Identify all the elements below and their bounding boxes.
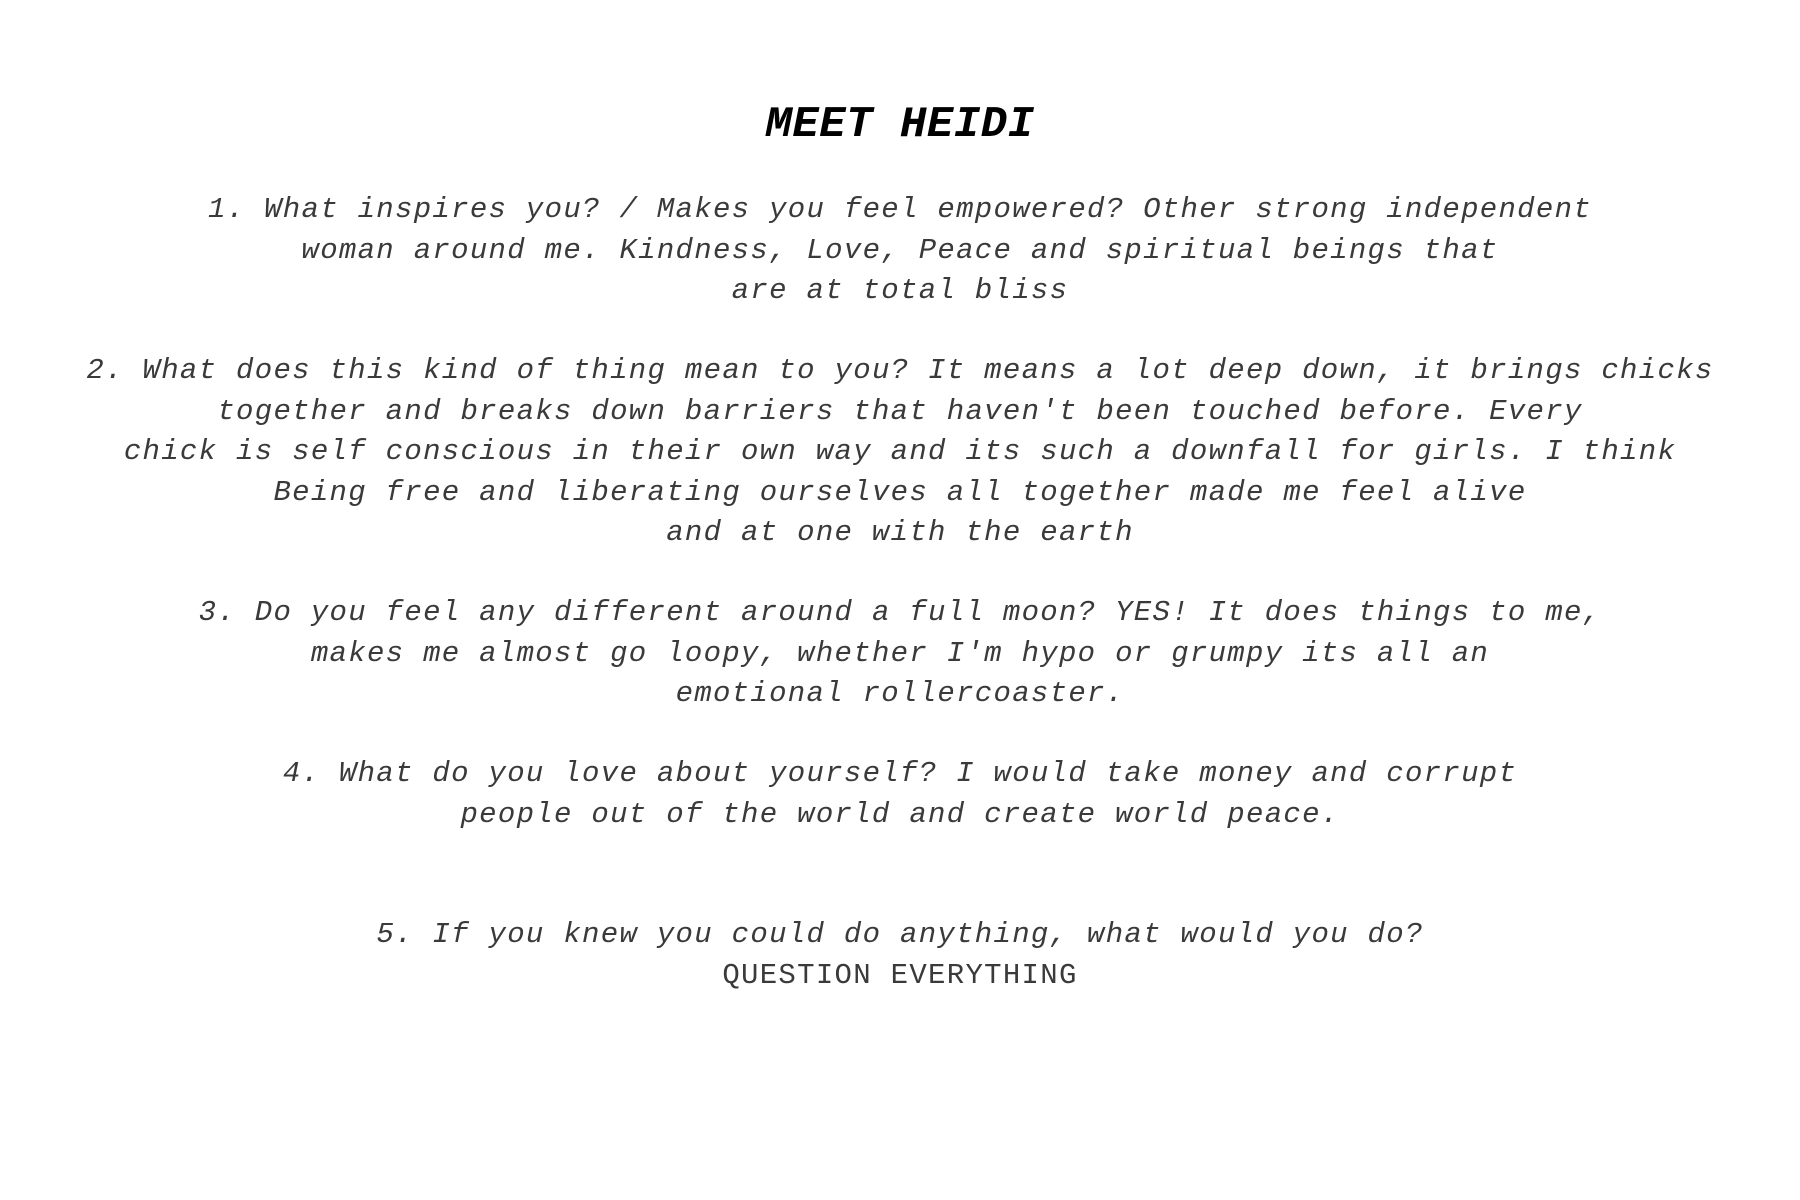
question-4-line-1: 4. What do you love about yourself? I would take money and corrupt: [282, 757, 1518, 790]
question-1-line-1: 1. What inspires you? / Makes you feel empowered? Other strong independent: [207, 193, 1592, 226]
question-3: [0, 593, 1800, 715]
question-5-line-1: 5. If you knew you could do anything, what would you do?: [376, 918, 1424, 951]
question-1-line-2: woman around me. Kindness, Love, Peace and spiritual beings that: [301, 233, 1499, 267]
question-2-line-1: 2. What does this kind of thing mean to you? It means a lot deep down, it brings chicks: [86, 354, 1714, 387]
question-4: [0, 754, 1800, 835]
question-2-line-3: chick is self conscious in their own way and its such a downfall for girls. I think: [123, 435, 1677, 468]
question-5-answer: QUESTION EVERYTHING: [722, 958, 1078, 992]
question-2-line-2: together and breaks down barriers that haven't been touched before. Every: [217, 394, 1583, 428]
question-4-line-2: people out of the world and create world peace.: [460, 797, 1340, 831]
question-3-line-3: emotional rollercoaster.: [675, 677, 1125, 710]
question-5: [0, 915, 1800, 996]
question-2-line-5: and at one with the earth: [666, 516, 1134, 549]
question-2: [0, 351, 1800, 554]
question-1: [0, 190, 1800, 312]
question-3-line-1: 3. Do you feel any different around a full moon? YES! It does things to me,: [198, 596, 1602, 629]
question-3-line-2: makes me almost go loopy, whether I'm hypo or grumpy its all an: [310, 636, 1490, 670]
question-1-line-3: are at total bliss: [731, 274, 1069, 307]
page-title: MEET HEIDI: [765, 100, 1035, 150]
question-2-line-4: Being free and liberating ourselves all together made me feel alive: [273, 475, 1527, 509]
